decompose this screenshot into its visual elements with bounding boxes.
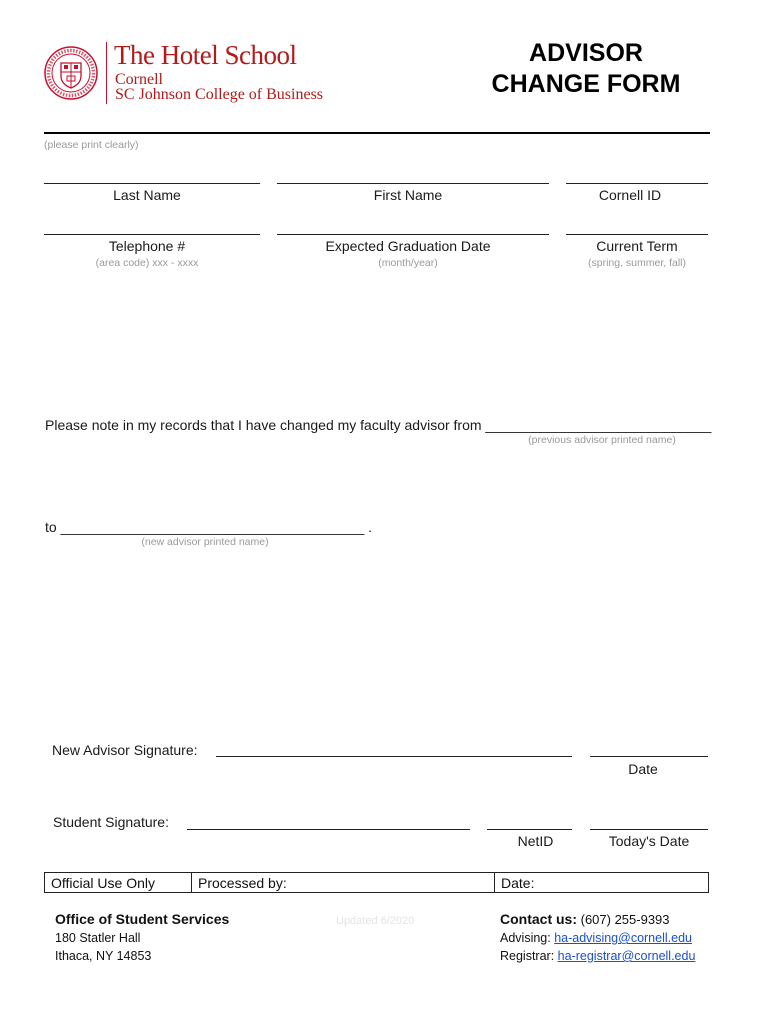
contact-label: Contact us: [500, 911, 577, 927]
telephone-field[interactable] [44, 234, 260, 235]
current-term-label: Current Term [596, 238, 678, 254]
print-note: (please print clearly) [44, 139, 139, 151]
student-signature-label: Student Signature: [53, 814, 169, 830]
current-term-field[interactable] [566, 234, 708, 235]
cornell-id-field[interactable] [566, 183, 708, 184]
brand-college: SC Johnson College of Business [115, 86, 324, 103]
contact-phone: (607) 255-9393 [577, 912, 670, 927]
brand-university: Cornell [115, 71, 163, 88]
official-use-only-cell: Official Use Only [45, 873, 192, 893]
registrar-line [500, 947, 695, 965]
logo-divider [106, 42, 107, 104]
telephone-label: Telephone # [108, 238, 186, 254]
office-address-line2: Ithaca, NY 14853 [55, 949, 152, 963]
form-title-line1: ADVISOR [529, 39, 643, 67]
new-advisor-hint: (new advisor printed name) [141, 536, 269, 548]
registrar-email-link[interactable]: ha-registrar@cornell.edu [557, 949, 696, 963]
advisor-date-label: Date [628, 761, 658, 777]
netid-label: NetID [517, 833, 554, 849]
cornell-seal-logo [44, 46, 98, 100]
student-signature-field[interactable] [187, 829, 470, 830]
first-name-field[interactable] [277, 183, 549, 184]
previous-advisor-field[interactable]: Please note in my records that I have changed my faculty advisor from _____________________________ [45, 417, 712, 433]
official-use-table [44, 872, 709, 893]
graduation-date-field[interactable] [277, 234, 549, 235]
current-term-hint: (spring, summer, fall) [587, 257, 687, 269]
new-advisor-field[interactable]: to _______________________________________ . [45, 519, 373, 535]
advising-label: Advising: [500, 931, 555, 945]
new-advisor-signature-label: New Advisor Signature: [52, 742, 198, 758]
netid-field[interactable] [487, 829, 572, 830]
todays-date-field[interactable] [590, 829, 708, 830]
telephone-hint: (area code) xxx - xxxx [95, 257, 199, 269]
graduation-date-hint: (month/year) [378, 257, 438, 269]
header-rule [44, 132, 710, 134]
form-title [468, 38, 704, 100]
form-title-line2: CHANGE FORM [491, 70, 681, 98]
last-name-field[interactable] [44, 183, 260, 184]
contact-line [500, 911, 670, 927]
office-address-line1: 180 Statler Hall [55, 931, 141, 945]
office-name: Office of Student Services [55, 911, 230, 927]
first-name-label: First Name [373, 187, 443, 203]
registrar-label: Registrar: [500, 949, 558, 963]
todays-date-label: Today's Date [608, 833, 690, 849]
updated-watermark: Updated 6/2020 [336, 915, 415, 927]
previous-advisor-hint: (previous advisor printed name) [528, 434, 676, 446]
advising-line [500, 929, 692, 947]
last-name-label: Last Name [113, 187, 181, 203]
advising-email-link[interactable]: ha-advising@cornell.edu [554, 931, 692, 945]
official-date-cell[interactable]: Date: [495, 873, 709, 893]
brand-name: The Hotel School [114, 40, 297, 70]
cornell-id-label: Cornell ID [598, 187, 662, 203]
advisor-date-field[interactable] [590, 756, 708, 757]
graduation-date-label: Expected Graduation Date [325, 238, 491, 254]
new-advisor-signature-field[interactable] [216, 756, 572, 757]
processed-by-cell[interactable]: Processed by: [192, 873, 495, 893]
